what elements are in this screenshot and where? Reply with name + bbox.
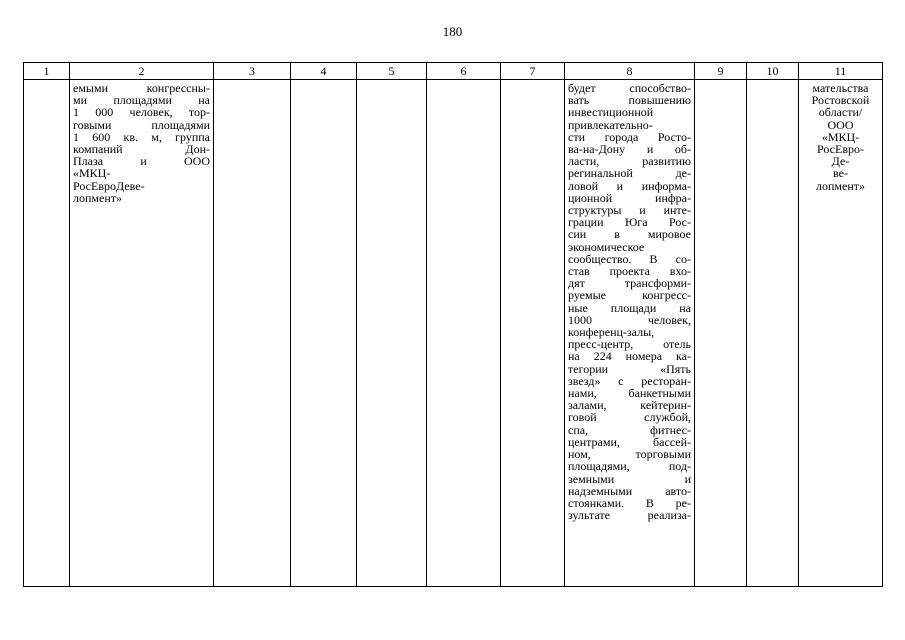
text-line: «МКЦ- [73,166,111,181]
text-line: регинальной де- [568,166,691,181]
column-header-1: 1 [24,63,70,80]
text-line: лопмент» [73,190,122,205]
text-line: области/ [818,105,863,120]
text-line: ловой и информа- [568,178,691,193]
text-line: сии в мировое [568,227,691,242]
cell-col-5 [357,80,427,587]
text-line: 1 600 кв. м, группа [73,129,210,144]
text-line: став проекта вхо- [568,264,691,279]
column-header-10: 10 [747,63,799,80]
header-row [24,63,883,80]
column-header-8: 8 [565,63,695,80]
cell-col-2 [70,80,214,587]
text-line: Плаза и ООО [73,154,210,169]
text-line: земными и [568,471,691,486]
text-line: Ростовской [811,93,870,108]
text-line: сообщество. В со- [568,251,691,266]
text-line: привлекательно- [568,117,653,132]
column-header-2: 2 [70,63,214,80]
cell-col-7 [501,80,565,587]
text-line: РосЕвроДеве- [73,178,145,193]
cell-col-3 [214,80,291,587]
text-line: РосЕвро- [817,142,864,157]
cell-col-6 [427,80,501,587]
text-line: 1 000 человек, тор- [73,105,210,120]
cell-col-8 [565,80,695,587]
text-line: спа, фитнес- [568,422,691,437]
text-line: залами, кейтерин- [568,398,691,413]
column-header-9: 9 [695,63,747,80]
text-line: площадями, под- [568,459,691,474]
text-line: «МКЦ- [821,129,860,144]
text-line: ные площади на [568,300,691,315]
text-line: ном, торговыми [568,447,691,462]
text-line: тегории «Пять [568,361,691,376]
text-line: экономическое [568,239,645,254]
text-line: мательства [812,81,869,95]
text-line: грации Юга Рос- [568,215,691,230]
text-line: ласти, развитию [568,154,691,169]
cell-col-1 [24,80,70,587]
cell-col-11 [799,80,883,587]
text-line: зультате реализа- [568,508,691,523]
column-header-7: 7 [501,63,565,80]
cell-col-9 [695,80,747,587]
text-line: говыми площадями [73,117,210,132]
text-line: надземными авто- [568,483,691,498]
text-line: 1000 человек, [568,312,691,327]
cell-col-4 [291,80,357,587]
table-row [24,80,883,587]
text-line: лопмент» [816,178,865,193]
text-line: вать повышению [568,93,691,108]
page-number: 180 [442,24,463,39]
cell-col-2-text [70,80,213,204]
text-line: ми площадями на [73,93,210,108]
cell-col-8-text [565,80,694,521]
text-line: ва-на-Дону и об- [568,142,691,157]
text-line: центрами, бассей- [568,434,691,449]
text-line: ве- [833,166,848,181]
cell-col-10 [747,80,799,587]
text-line: ционной инфра- [568,190,691,205]
text-line: конференц-залы, [568,325,655,340]
text-line: Де- [831,154,850,169]
text-line: будет способство- [568,81,691,95]
cell-col-11-text [799,80,882,192]
text-line: говой службой, [568,410,691,425]
text-line: компаний Дон- [73,142,210,157]
document-table [23,62,883,587]
text-line: ООО [827,117,854,132]
column-header-5: 5 [357,63,427,80]
text-line: руемые конгресс- [568,288,691,303]
column-header-3: 3 [214,63,291,80]
text-line: емыми конгрессны- [73,81,210,95]
text-line: стоянками. В ре- [568,495,691,510]
column-header-6: 6 [427,63,501,80]
text-line: сти города Росто- [568,129,691,144]
text-line: дят трансформи- [568,276,691,291]
text-line: пресс-центр, отель [568,337,691,352]
text-line: звезд» с ресторан- [568,373,691,388]
column-header-11: 11 [799,63,883,80]
text-line: инвестиционной [568,105,654,120]
column-header-4: 4 [291,63,357,80]
text-line: на 224 номера ка- [568,349,691,364]
text-line: нами, банкетными [568,386,691,401]
text-line: структуры и инте- [568,203,691,218]
